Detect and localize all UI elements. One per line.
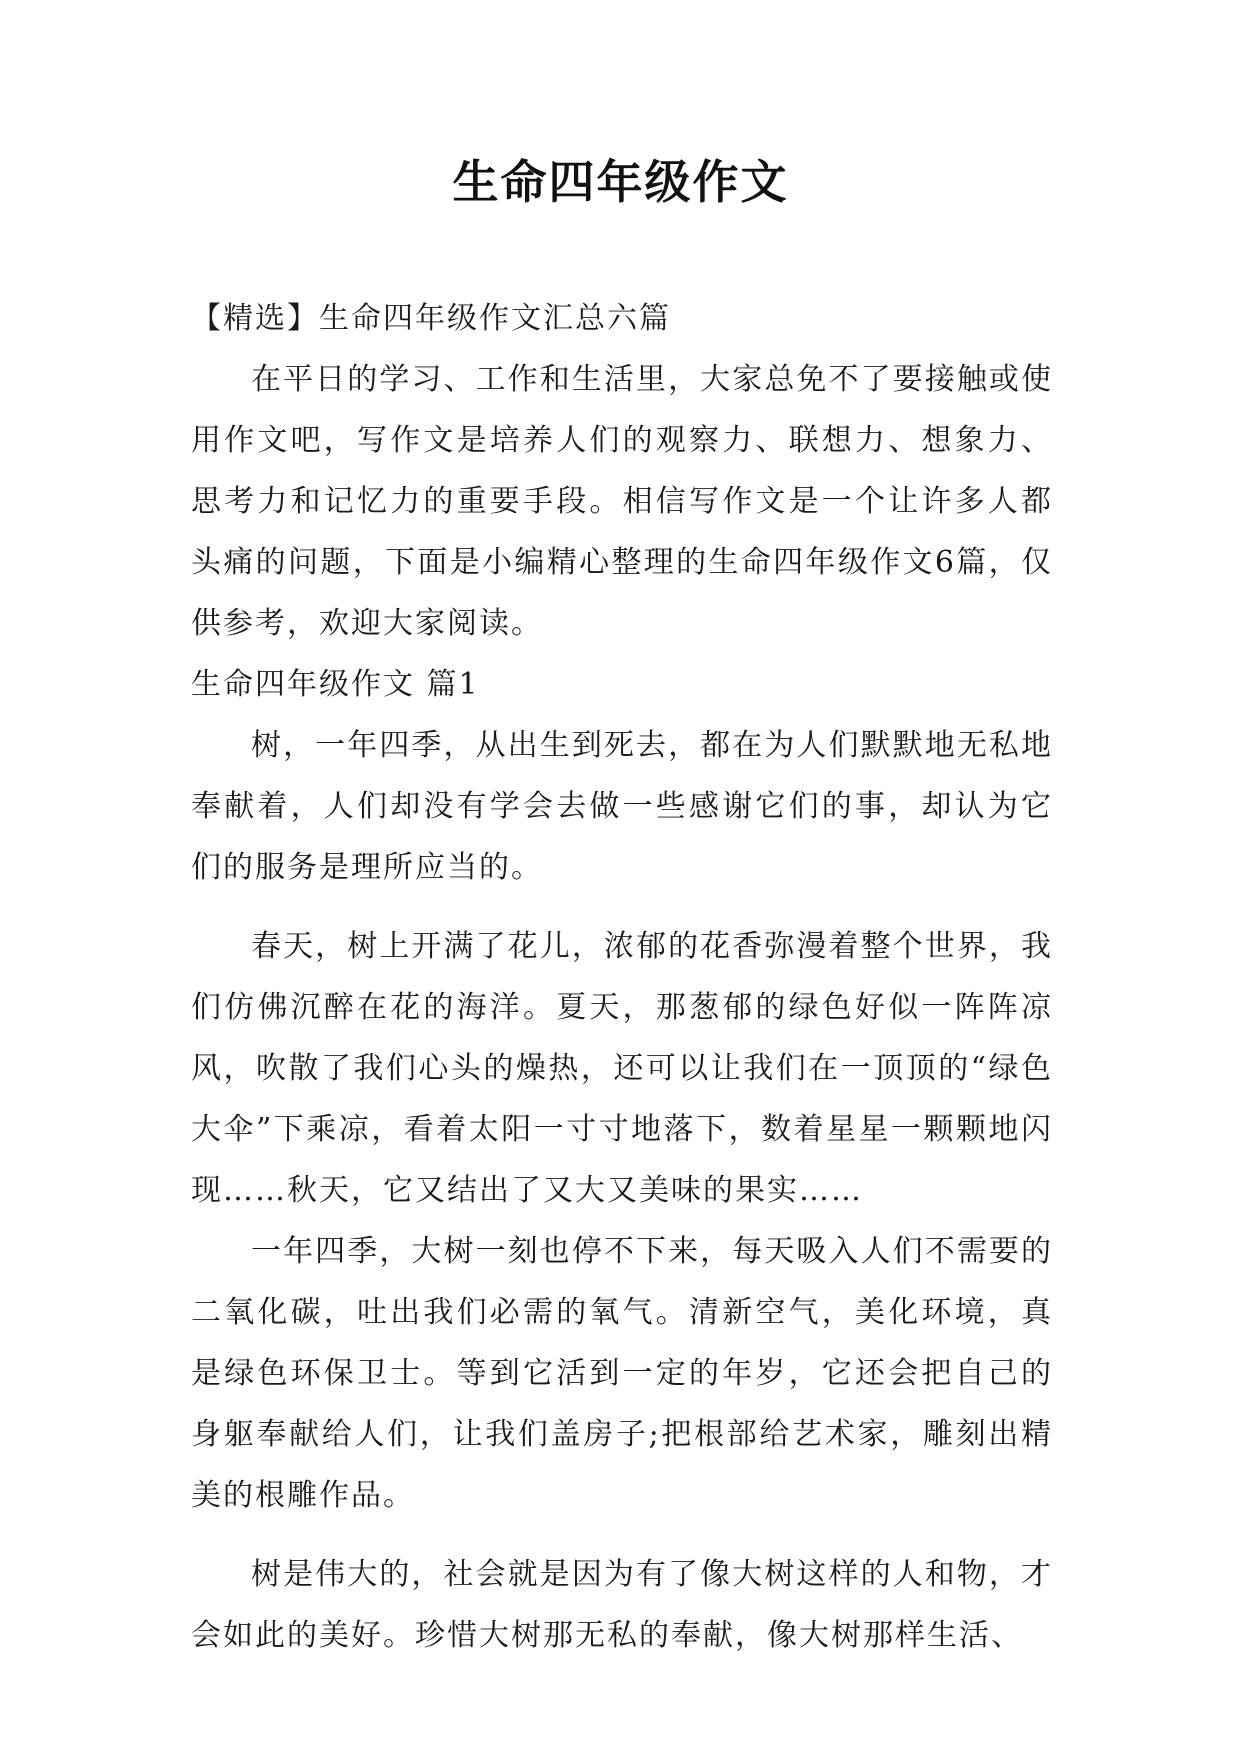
essay-paragraph: 一年四季，大树一刻也停不下来，每天吸入人们不需要的二氧化碳，吐出我们必需的氧气。清新空气，美化环境，真是绿色环保卫士。等到它活到一定的年岁，它还会把自己的身躯奉献给人们，让我们盖房子;把根部给艺术家，雕刻出精美的根雕作品。 [191, 1234, 1053, 1513]
intro-paragraph: 在平日的学习、工作和生活里，大家总免不了要接触或使用作文吧，写作文是培养人们的观察力、联想力、想象力、思考力和记忆力的重要手段。相信写作文是一个让许多人都头痛的问题，下面是小编精心整理的生命四年级作文6篇，仅供参考，欢迎大家阅读。 [191, 362, 1053, 641]
document-body [191, 288, 1053, 1666]
essay-paragraph: 春天，树上开满了花儿，浓郁的花香弥漫着整个世界，我们仿佛沉醉在花的海洋。夏天，那葱郁的绿色好似一阵阵凉风，吹散了我们心头的燥热，还可以让我们在一顶顶的“绿色大伞”下乘凉，看着太阳一寸寸地落下，数着星星一颗颗地闪现……秋天，它又结出了又大又美味的果实…… [191, 929, 1053, 1208]
essay-paragraph: 树是伟大的，社会就是因为有了像大树这样的人和物，才会如此的美好。珍惜大树那无私的奉献，像大树那样生活、 [191, 1557, 1053, 1653]
section-title: 生命四年级作文 篇1 [191, 667, 480, 702]
essay-paragraph: 树，一年四季，从出生到死去，都在为人们默默地无私地奉献着，人们却没有学会去做一些感谢它们的事，却认为它们的服务是理所应当的。 [191, 728, 1053, 885]
intro-heading: 【精选】生命四年级作文汇总六篇 [191, 301, 671, 336]
document-title: 生命四年级作文 [452, 155, 789, 209]
